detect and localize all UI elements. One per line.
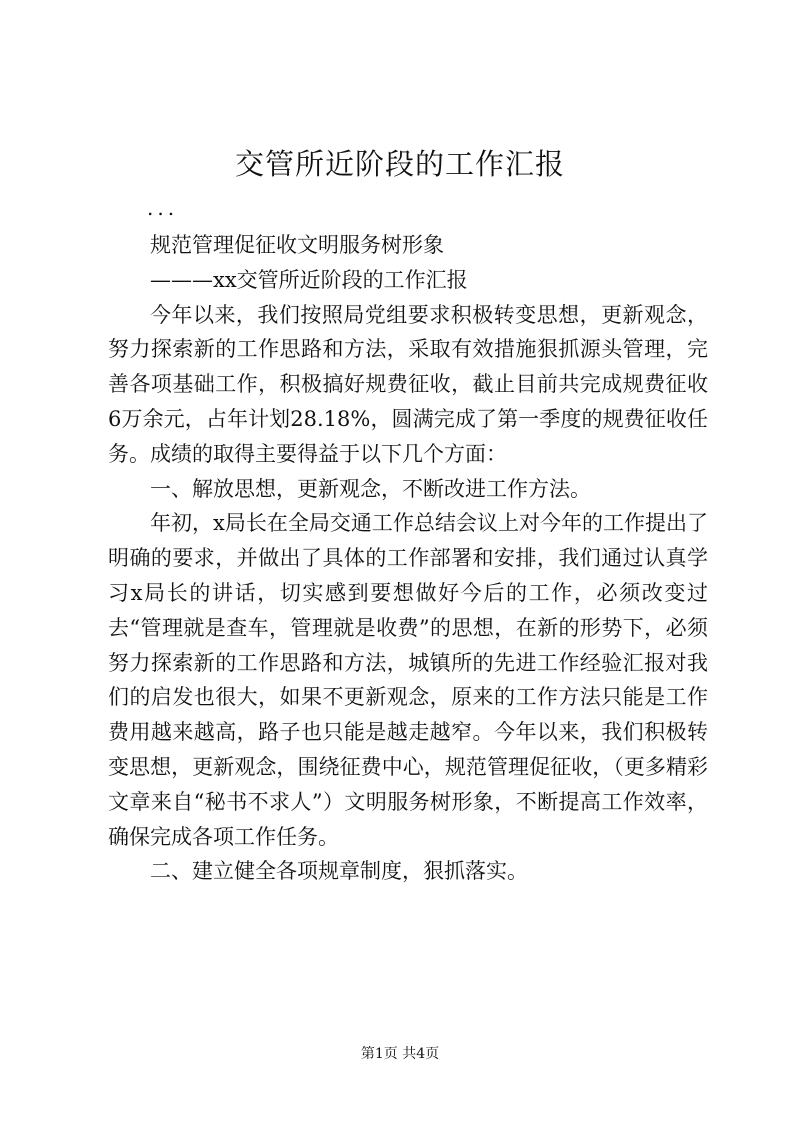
document-body — [108, 228, 708, 889]
body-paragraph: 年初，x局长在全局交通工作总结会议上对今年的工作提出了明确的要求，并做出了具体的工作部署和安排，我们通过认真学习x局长的讲话，切实感到要想做好今后的工作，必须改变过去“管理就是查车，管理就是收费”的思想，在新的形势下，必须努力探索新的工作思路和方法，城镇所的先进工作经验汇报对我们的启发也很大，如果不更新观念，原来的工作方法只能是工作费用越来越高，路子也只能是越走越窄。今年以来，我们积极转变思想，更新观念，围绕征费中心，规范管理促征收，（更多精彩文章来自“秘书不求人”）文明服务树形象，不断提高工作效率，确保完成各项工作任务。 — [108, 511, 708, 849]
page-title: 交管所近阶段的工作汇报 — [234, 147, 565, 181]
subtitle-line: ———xx交管所近阶段的工作汇报 — [150, 267, 468, 292]
subtitle-line: 规范管理促征收文明服务树形象 — [150, 233, 444, 257]
body-paragraph: 今年以来，我们按照局党组要求积极转变思想，更新观念，努力探索新的工作思路和方法，采取有效措施狠抓源头管理，完善各项基础工作，积极搞好规费征收，截止目前共完成规费征收6万余元，占年计划28.18%，圆满完成了第一季度的规费征收任务。成绩的取得主要得益于以下几个方面： — [108, 302, 708, 466]
section-heading: 一、解放思想，更新观念，不断改进工作方法。 — [150, 476, 591, 501]
section-heading: 二、建立健全各项规章制度，狠抓落实。 — [150, 859, 528, 884]
page-number-footer: 第1页 共4页 — [360, 1046, 440, 1062]
ellipsis-marker: ... — [147, 196, 179, 220]
